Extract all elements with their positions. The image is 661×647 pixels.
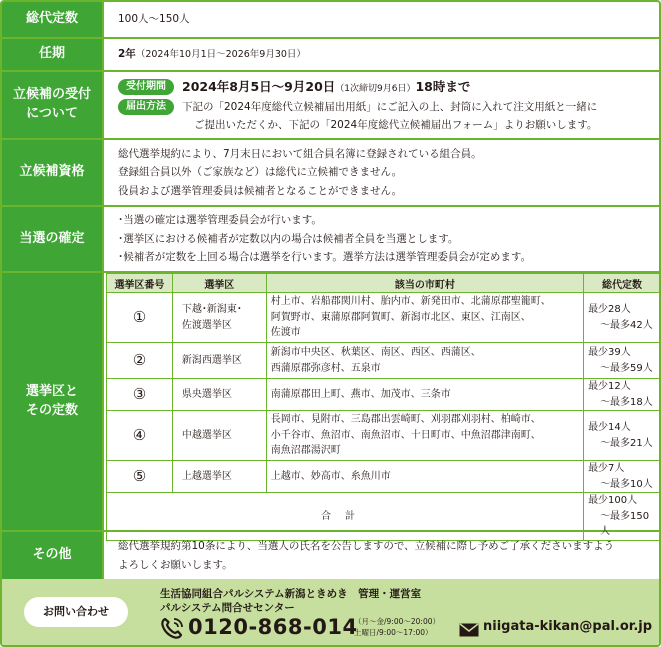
hours-line: 土曜日/9:00～17:00） — [354, 627, 433, 637]
envelope-icon — [459, 623, 479, 637]
district-number: ② — [107, 343, 173, 379]
eligibility-line: 役員および選挙管理委員は候補者となることができません。 — [118, 184, 403, 197]
district-cities — [266, 411, 583, 461]
city-line: 新潟市中央区、秋葉区、南区、西区、西蒲区、 — [270, 347, 481, 358]
quota-min: 最少28人 — [588, 304, 631, 315]
row-label — [2, 72, 104, 138]
city-line: 村上市、岩船郡関川村、胎内市、新発田市、北蒲原郡聖籠町、 — [270, 296, 551, 308]
contact-center-name: パルシステム問合せセンター — [160, 602, 295, 614]
label-line: その定数 — [25, 402, 78, 418]
table-row — [107, 293, 661, 343]
district-quota — [584, 343, 661, 379]
row-eligibility — [2, 140, 659, 207]
row-term — [2, 39, 659, 72]
total-label: 合計 — [107, 493, 584, 541]
city-line: 小千谷市、魚沼市、南魚沼市、十日町市、中魚沼郡津南町、 — [270, 429, 541, 441]
quota-min: 最少100人 — [588, 495, 638, 506]
row-label: 任期 — [2, 39, 104, 70]
other-line: よろしくお願いします。 — [118, 558, 233, 571]
district-table — [106, 273, 661, 541]
district-name: 上越選挙区 — [172, 461, 266, 493]
phone-number[interactable]: 0120-868-014 — [188, 615, 358, 639]
term-value — [118, 45, 645, 64]
district-quota — [584, 379, 661, 411]
phone-icon — [160, 617, 184, 639]
district-name: 県央選挙区 — [172, 379, 266, 411]
delegate-count-value: 100人～150人 — [118, 13, 190, 26]
label-line: 立候補の受付 — [12, 87, 91, 103]
quota-min: 最少7人 — [588, 463, 625, 474]
district-quota — [584, 411, 661, 461]
confirmation-line: ･当選の確定は選挙管理委員会が行います。 — [118, 214, 322, 227]
district-name: 新潟西選挙区 — [172, 343, 266, 379]
district-cities: 上越市、妙高市、糸魚川市 — [266, 461, 583, 493]
row-other — [2, 532, 659, 579]
table-row — [107, 343, 661, 379]
submission-method — [118, 98, 645, 116]
city-line: 西蒲原郡弥彦村、五泉市 — [270, 362, 381, 374]
term-period: （2024年10月1日～2026年9月30日） — [135, 49, 306, 61]
row-label: 総代定数 — [2, 2, 104, 37]
quota-min: 最少39人 — [588, 347, 631, 358]
table-row — [107, 379, 661, 411]
reception-period-pill: 受付期間 — [118, 79, 174, 95]
table-header-row — [107, 274, 661, 293]
district-name — [172, 293, 266, 343]
row-label: 立候補資格 — [2, 140, 104, 205]
reception-period-note: （1次締切9月6日） — [335, 83, 416, 94]
city-line: 南魚沼郡湯沢町 — [270, 445, 341, 457]
city-line: 佐渡市 — [270, 327, 301, 339]
district-quota — [584, 293, 661, 343]
submission-method-pill: 届出方法 — [118, 99, 174, 115]
row-delegate-count — [2, 2, 659, 39]
quota-min: 最少12人 — [588, 381, 631, 392]
district-number: ⑤ — [107, 461, 173, 493]
row-election-confirmation — [2, 207, 659, 273]
reception-period-end: 18時まで — [415, 78, 471, 94]
district-number: ④ — [107, 411, 173, 461]
label-line: 選挙区と — [25, 383, 78, 399]
term-years: 2年 — [118, 48, 136, 61]
submission-method-line: ご提出いただくか、下記の「2024年度総代立候補届出フォーム」よりお願いします。 — [194, 118, 598, 131]
column-header: 総代定数 — [584, 274, 661, 293]
row-label: その他 — [2, 532, 104, 579]
district-number: ③ — [107, 379, 173, 411]
hours-line: （月～金/9:00～20:00） — [354, 617, 440, 626]
quota-max: ～最多10人 — [600, 478, 653, 490]
org-name: 生活協同組合パルシステム新潟ときめき 管理・運営室 — [160, 588, 422, 600]
inquiry-button[interactable]: お問い合わせ — [24, 597, 128, 627]
row-label: 当選の確定 — [2, 207, 104, 271]
district-cities: 南蒲原郡田上町、燕市、加茂市、三条市 — [266, 379, 583, 411]
quota-min: 最少14人 — [588, 422, 631, 433]
confirmation-line: ･選挙区における候補者が定数以内の場合は候補者全員を当選とします。 — [118, 232, 459, 245]
quota-max: ～最多18人 — [600, 396, 653, 408]
district-name: 中越選挙区 — [172, 411, 266, 461]
eligibility-line: 総代選挙規約により、7月末日において組合員名簿に登録されている組合員。 — [118, 147, 482, 160]
eligibility-line: 登録組合員以外（ご家族など）は総代に立候補できません。 — [118, 166, 403, 179]
contact-footer — [2, 579, 659, 645]
column-header: 選挙区 — [172, 274, 266, 293]
district-name-line: 佐渡選挙区 — [181, 319, 232, 331]
city-line: 長岡市、見附市、三島郡出雲崎町、刈羽郡刈羽村、柏崎市、 — [270, 414, 541, 426]
district-quota — [584, 461, 661, 493]
district-number: ① — [107, 293, 173, 343]
row-districts — [2, 273, 659, 537]
column-header: 選挙区番号 — [107, 274, 173, 293]
label-line: について — [26, 106, 78, 121]
column-header: 該当の市町村 — [266, 274, 583, 293]
quota-max: ～最多42人 — [600, 319, 653, 331]
confirmation-line: ･候補者が定数を上回る場合は選挙を行います。選挙方法は選挙管理委員会が定めます。 — [118, 251, 532, 264]
district-cities — [266, 293, 583, 343]
quota-max: ～最多59人 — [600, 362, 653, 374]
submission-method-line: 下記の「2024年度総代立候補届出用紙」にご記入の上、封筒に入れて注文用紙と一緒に — [182, 100, 598, 113]
phone-hours — [354, 617, 440, 639]
email-address[interactable]: niigata-kikan@pal.or.jp — [483, 619, 653, 634]
district-cities — [266, 343, 583, 379]
reception-period-date: 2024年8月5日～9月20日 — [182, 78, 336, 94]
city-line: 阿賀野市、東蒲原郡阿賀町、新潟市北区、東区、江南区、 — [270, 311, 531, 323]
table-row — [107, 461, 661, 493]
reception-period — [118, 76, 645, 98]
quota-max: ～最多21人 — [600, 437, 653, 449]
quota-max: ～最多150人 — [600, 510, 650, 537]
row-candidacy-reception — [2, 72, 659, 140]
table-row — [107, 411, 661, 461]
other-line: 総代選挙規約第10条により、当選人の氏名を公告しますので、立候補に際し予めご了承くださいますよう — [118, 540, 615, 553]
district-name-line: 下越･新潟東･ — [181, 304, 242, 315]
row-label — [2, 273, 104, 530]
